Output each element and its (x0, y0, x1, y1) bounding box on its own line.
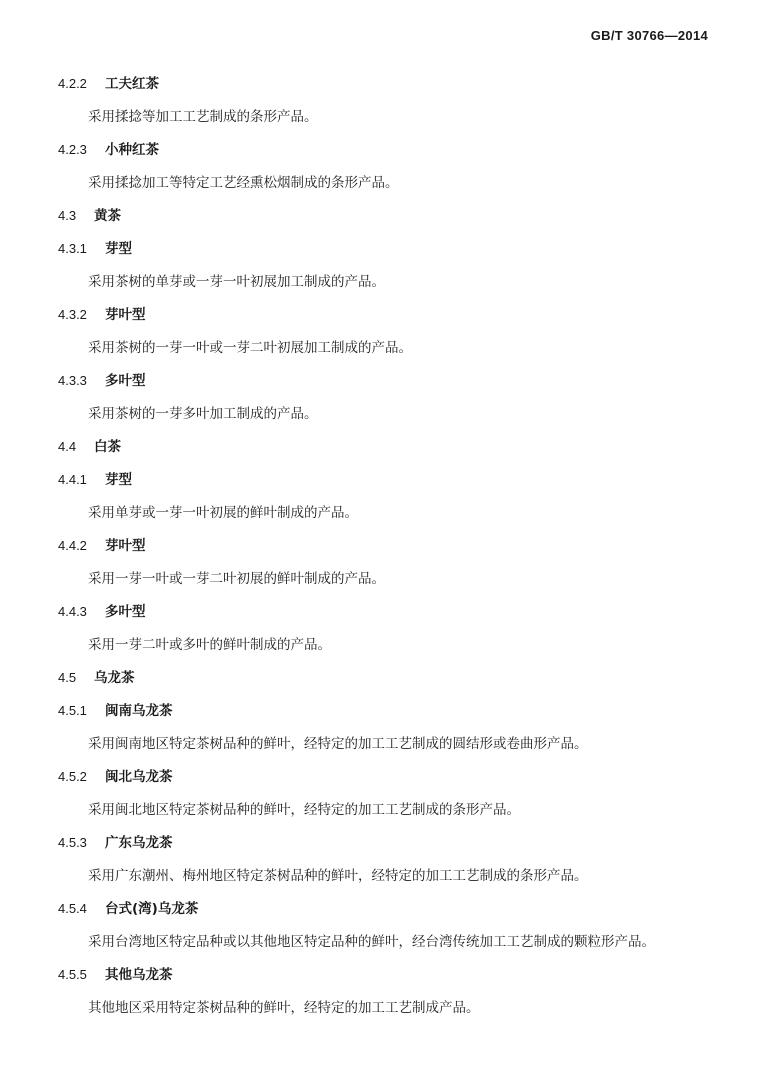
clause-title: 工夫红茶 (105, 76, 159, 92)
clause-text: 采用单芽或一芽一叶初展的鲜叶制成的产品。 (88, 505, 358, 521)
clause-heading (58, 305, 720, 338)
clause-title: 其他乌龙茶 (105, 967, 173, 983)
clause-title: 芽型 (105, 472, 132, 488)
clause-text: 采用闽南地区特定茶树品种的鲜叶，经特定的加工工艺制成的圆结形或卷曲形产品。 (88, 736, 588, 752)
clause-heading (58, 239, 720, 272)
clause-text: 采用茶树的单芽或一芽一叶初展加工制成的产品。 (88, 274, 385, 290)
clause-number: 4.2.3 (58, 142, 87, 157)
clause-text: 采用揉捻加工等特定工艺经熏松烟制成的条形产品。 (88, 175, 399, 191)
clause-heading (58, 767, 720, 800)
document-body (58, 74, 720, 1031)
clause-heading (58, 536, 720, 569)
clause-heading (58, 899, 720, 932)
clause-title: 乌龙茶 (94, 670, 135, 686)
clause-title: 广东乌龙茶 (105, 835, 173, 851)
clause-number: 4.3.3 (58, 373, 87, 388)
clause-number: 4.4 (58, 439, 77, 454)
clause-number: 4.3.2 (58, 307, 87, 322)
clause-heading (58, 701, 720, 734)
clause-heading (58, 833, 720, 866)
clause-text: 采用茶树的一芽多叶加工制成的产品。 (88, 406, 318, 422)
clause-title: 黄茶 (94, 208, 121, 224)
clause-text: 采用茶树的一芽一叶或一芽二叶初展加工制成的产品。 (88, 340, 412, 356)
clause-text: 其他地区采用特定茶树品种的鲜叶，经特定的加工工艺制成产品。 (88, 1000, 480, 1016)
clause-title: 台式(湾)乌龙茶 (105, 901, 199, 917)
clause-title: 白茶 (94, 439, 121, 455)
clause-heading (58, 206, 720, 239)
clause-heading (58, 74, 720, 107)
clause-number: 4.5.4 (58, 901, 87, 916)
clause-number: 4.5.2 (58, 769, 87, 784)
clause-number: 4.5 (58, 670, 77, 685)
clause-heading (58, 470, 720, 503)
clause-title: 芽叶型 (105, 538, 146, 554)
clause-number: 4.5.1 (58, 703, 87, 718)
clause-title: 多叶型 (105, 373, 146, 389)
clause-title: 闽南乌龙茶 (105, 703, 173, 719)
clause-text: 采用揉捻等加工工艺制成的条形产品。 (88, 109, 318, 125)
clause-number: 4.4.3 (58, 604, 87, 619)
clause-text: 采用广东潮州、梅州地区特定茶树品种的鲜叶，经特定的加工工艺制成的条形产品。 (88, 868, 588, 884)
clause-text: 采用闽北地区特定茶树品种的鲜叶，经特定的加工工艺制成的条形产品。 (88, 802, 520, 818)
clause-heading (58, 437, 720, 470)
clause-number: 4.5.3 (58, 835, 87, 850)
clause-text: 采用一芽一叶或一芽二叶初展的鲜叶制成的产品。 (88, 571, 385, 587)
clause-heading (58, 371, 720, 404)
clause-heading (58, 668, 720, 701)
standard-code: GB/T 30766—2014 (590, 28, 708, 43)
clause-title: 闽北乌龙茶 (105, 769, 173, 785)
clause-heading (58, 602, 720, 635)
clause-heading (58, 140, 720, 173)
clause-number: 4.4.1 (58, 472, 87, 487)
clause-number: 4.5.5 (58, 967, 87, 982)
clause-text: 采用台湾地区特定品种或以其他地区特定品种的鲜叶，经台湾传统加工工艺制成的颗粒形产品。 (88, 934, 655, 950)
clause-title: 小种红茶 (105, 142, 159, 158)
clause-number: 4.3 (58, 208, 77, 223)
clause-number: 4.3.1 (58, 241, 87, 256)
clause-text: 采用一芽二叶或多叶的鲜叶制成的产品。 (88, 637, 331, 653)
clause-number: 4.4.2 (58, 538, 87, 553)
clause-number: 4.2.2 (58, 76, 87, 91)
clause-title: 芽型 (105, 241, 132, 257)
clause-heading (58, 965, 720, 998)
clause-title: 芽叶型 (105, 307, 146, 323)
clause-title: 多叶型 (105, 604, 146, 620)
